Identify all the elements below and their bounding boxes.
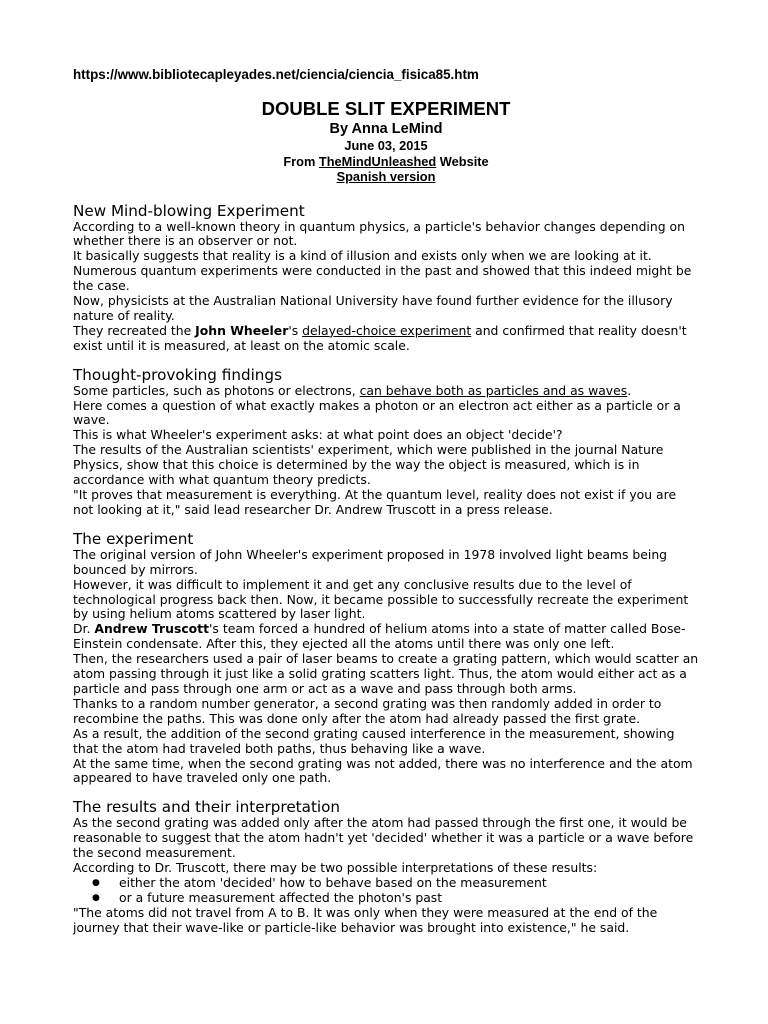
- bold-name: John Wheeler: [195, 322, 289, 338]
- from-suffix: Website: [436, 153, 489, 169]
- text-run: and confirmed that reality doesn't exist until it is measured, at least on the atomic scale.: [73, 322, 687, 353]
- text-run: They recreated the: [73, 322, 196, 338]
- section-heading-3: The experiment: [73, 529, 194, 548]
- particles-waves-link[interactable]: can behave both as particles and as waves: [359, 382, 628, 398]
- text-run: Dr.: [73, 621, 95, 637]
- paragraph: Thanks to a random number generator, a second grating was then randomly added in order to recombine the paths. This was done only after the atom had already passed the first grate.: [73, 695, 662, 726]
- paragraph: According to Dr. Truscott, there may be two possible interpretations of these results:: [73, 860, 598, 876]
- paragraph: According to a well-known theory in quantum physics, a particle's behavior changes depending on whether there is an observer or not.: [73, 218, 685, 249]
- paragraph: The original version of John Wheeler's experiment proposed in 1978 involved light beams being bounced by mirrors.: [73, 546, 668, 577]
- source-website-link[interactable]: TheMindUnleashed: [318, 153, 437, 169]
- paragraph: Numerous quantum experiments were conducted in the past and showed that this indeed might be the case.: [73, 263, 692, 294]
- paragraph: This is what Wheeler's experiment asks: at what point does an object 'decide'?: [73, 427, 563, 443]
- list-item: ● or a future measurement affected the photon's past: [73, 891, 699, 906]
- paragraph: At the same time, when the second grating was not added, there was no interference and the atom appeared to have traveled only one path.: [73, 755, 693, 786]
- spanish-version-line: [73, 169, 699, 185]
- document-page: [73, 66, 699, 936]
- bullet-list: [73, 876, 699, 906]
- from-prefix: From: [283, 153, 319, 169]
- paragraph: It basically suggests that reality is a kind of illusion and exists only when we are looking at it.: [73, 248, 652, 264]
- paragraph: Now, physicists at the Australian National University have found further evidence for the illusory nature of reality.: [73, 293, 673, 323]
- source-url: https://www.bibliotecapleyades.net/ciencia/ciencia_fisica85.htm: [73, 67, 479, 82]
- byline: By Anna LeMind: [329, 121, 443, 137]
- paragraph: As the second grating was added only after the atom had passed through the first one, it would be reasonable to suggest that the atom hadn't yet 'decided' whether it was a particle or a wave before the second measurement.: [73, 815, 694, 861]
- paragraph: Then, the researchers used a pair of laser beams to create a grating pattern, which would scatter an atom passing through it just like a solid grating scatters light. Thus, the atom would either act as a particle and pass through one arm or act as a wave and pass through both arms.: [73, 651, 699, 696]
- section-heading-1: New Mind-blowing Experiment: [73, 201, 305, 220]
- section-heading-4: The results and their interpretation: [73, 798, 341, 817]
- document-title: DOUBLE SLIT EXPERIMENT: [261, 98, 511, 119]
- paragraph: [73, 324, 699, 354]
- paragraph: Here comes a question of what exactly makes a photon or an electron act either as a particle or a wave.: [73, 397, 681, 428]
- source-line: [73, 154, 699, 170]
- paragraph: [73, 384, 699, 399]
- text-run: .: [627, 382, 632, 398]
- spanish-version-link[interactable]: Spanish version: [336, 169, 436, 184]
- bold-name: Andrew Truscott: [94, 621, 210, 637]
- publish-date: June 03, 2015: [344, 138, 428, 153]
- list-item: ● either the atom 'decided' how to behave based on the measurement: [73, 876, 699, 891]
- paragraph: "The atoms did not travel from A to B. It was only when they were measured at the end of the journey that their wave-like or particle-like behavior was brought into existence," he said.: [73, 904, 658, 935]
- delayed-choice-link[interactable]: delayed-choice experiment: [302, 322, 472, 338]
- paragraph: [73, 622, 699, 652]
- text-run: 's: [288, 322, 303, 338]
- text-run: 's team forced a hundred of helium atoms into a state of matter called Bose-Einstein condensate. After this, they ejected all the atoms until there was only one left.: [73, 621, 686, 652]
- paragraph: As a result, the addition of the second grating caused interference in the measurement, showing that the atom had traveled both paths, thus behaving like a wave.: [73, 725, 675, 756]
- paragraph: However, it was difficult to implement it and get any conclusive results due to the level of technological progress back then. Now, it became possible to successfully recreate the experiment by using helium atoms scattered by laser light.: [73, 576, 689, 622]
- text-run: Some particles, such as photons or electrons,: [73, 382, 360, 398]
- paragraph: The results of the Australian scientists' experiment, which were published in the journal Nature Physics, show that this choice is determined by the way the object is measured, which is in accordance with what quantum theory predicts.: [73, 442, 664, 488]
- paragraph: "It proves that measurement is everything. At the quantum level, reality does not exist if you are not looking at it," said lead researcher Dr. Andrew Truscott in a press release.: [73, 487, 677, 517]
- section-heading-2: Thought-provoking findings: [73, 365, 282, 384]
